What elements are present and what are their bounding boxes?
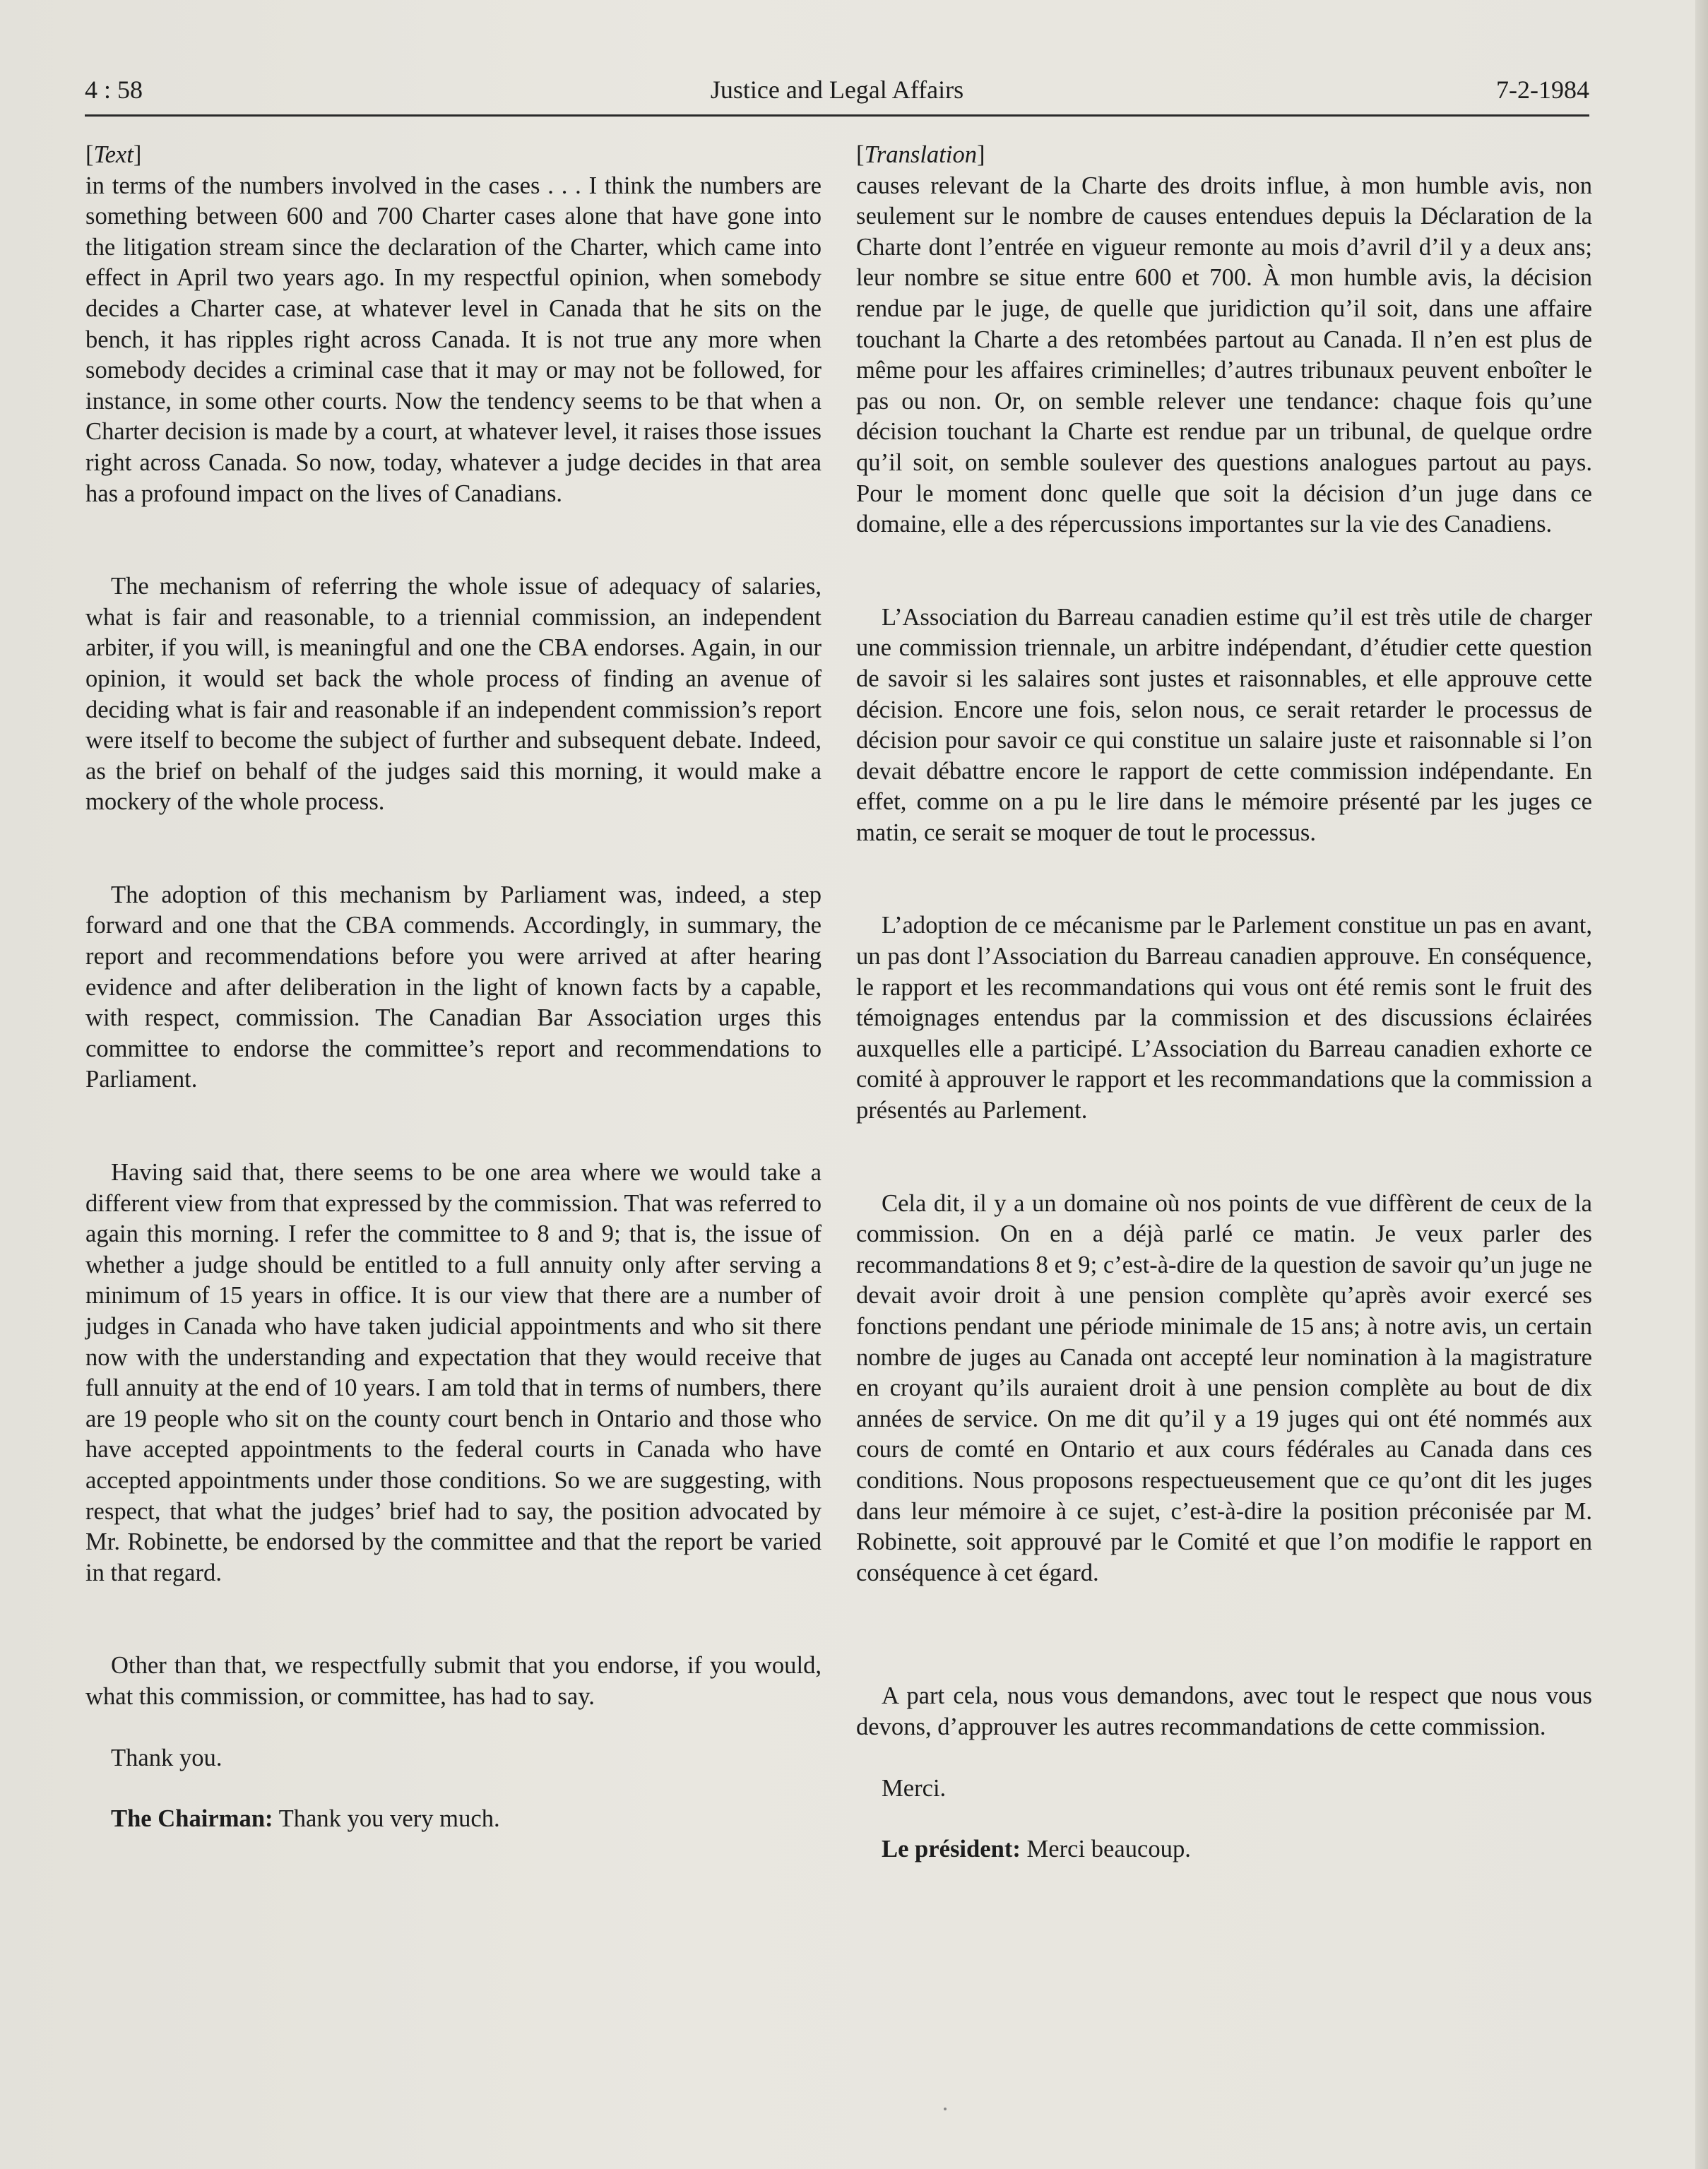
speaker-text: Thank you very much. [278, 1805, 500, 1833]
running-header [85, 71, 1589, 117]
publication-title: Justice and Legal Affairs [710, 76, 964, 104]
column-label-text: Translation [864, 141, 978, 168]
paragraph: L’adoption de ce mécanisme par le Parlement constitue un pas en avant, un pas dont l’Association du Barreau canadien approuve. En conséquence, le rapport et les recommandations qui vous ont été remis sont le fruit des témoignages entendus par la commission et des discussions éclairées auxquelles elle a participé. L’Association du Barreau canadien exhorte ce comité à approuver le rapport et les recommandations que la commission a présentés au Parlement. [856, 912, 1592, 1124]
speaker-name: Le président: [882, 1836, 1021, 1863]
english-column [85, 140, 822, 1835]
paragraph: Cela dit, il y a un domaine où nos points de vue diffèrent de ceux de la commission. On en a déjà parlé ce matin. Je veux parler des recommandations 8 et 9; c’est-à-dire de la question de savoir qu’un juge ne devait avoir droit à une pension complète qu’après avoir exercé ses fonctions pendant une période minimale de 15 ans; à notre avis, un certain nombre de juges au Canada ont accepté leur nomination à la magistrature en croyant qu’ils auraient droit à une pension complète au bout de dix années de service. On me dit qu’il y a 19 juges qui ont été nommés aux cours de comté en Ontario et aux cours fédérales au Canada dans ces conditions. Nous proposons respectueusement que ce qu’ont dit les juges dans leur mémoire à ce sujet, c’est-à-dire la position préconisée par M. Robinette, soit approuvé par le Comité et que l’on modifie le rapport en conséquence à cet égard. [856, 1189, 1592, 1586]
paragraph: Other than that, we respectfully submit that you endorse, if you would, what this commission, or committee, has had to say. [85, 1652, 822, 1710]
chairman-remark [856, 1834, 1592, 1865]
speaker-name: The Chairman: [111, 1805, 273, 1833]
sitting-date: 7-2-1984 [1496, 76, 1589, 104]
column-label-text: Text [93, 141, 134, 168]
column-label: [Translation] [856, 141, 985, 168]
paragraph: L’Association du Barreau canadien estime qu’il est très utile de charger une commission triennale, un arbitre indépendant, d’étudier cette question de savoir si les salaires sont justes et raisonnables, et elle approuve cette décision. Encore une fois, selon nous, ce serait retarder le processus de décision pour savoir ce qui constitue un salaire juste et raisonnable si l’on devait débattre encore le rapport de cette commission indépendante. En effet, comme on a pu le lire dans le mémoire présenté par les juges ce matin, ce serait se moquer de tout le processus. [856, 603, 1592, 846]
chairman-remark [85, 1804, 822, 1835]
thanks-line: Merci. [882, 1774, 947, 1802]
thanks-line: Thank you. [111, 1744, 223, 1771]
column-label: [Text] [85, 141, 142, 168]
paragraph: in terms of the numbers involved in the cases . . . I think the numbers are something between 600 and 700 Charter cases alone that have gone into the litigation stream since the declaration of the Charter, which came into effect in April two years ago. In my respectful opinion, when somebody decides a Charter case, at whatever level in Canada that he sits on the bench, it has ripples right across Canada. It is not true any more when somebody decides a criminal case that it may or may not be followed, for instance, in some other courts. Now the tendency seems to be that when a Charter decision is made by a court, at whatever level, it raises those issues right across Canada. So now, today, whatever a judge decides in that area has a profound impact on the lives of Canadians. [85, 172, 822, 507]
paragraph: The adoption of this mechanism by Parliament was, indeed, a step forward and one that the CBA commends. Accordingly, in summary, the report and recommendations before you were arrived at after hearing evidence and after deliberation in the light of known facts by a capable, with respect, commission. The Canadian Bar Association urges this committee to endorse the committee’s report and recommendations to Parliament. [85, 881, 822, 1093]
page-number: 4 : 58 [85, 76, 143, 104]
paragraph: Having said that, there seems to be one area where we would take a different view from that expressed by the commission. That was referred to again this morning. I refer the committee to 8 and 9; that is, the issue of whether a judge should be entitled to a full annuity only after serving a minimum of 15 years in office. It is our view that there are a number of judges in Canada who have taken judicial appointments and who sit there now with the understanding and expectation that they would receive that full annuity at the end of 10 years. I am told that in terms of numbers, there are 19 people who sit on the county court bench in Ontario and those who have accepted appointments to the federal courts in Canada who have accepted appointments under those conditions. So we are suggesting, with respect, that what the judges’ brief had to say, the position advocated by Mr. Robinette, be endorsed by the committee and that the report be varied in that regard. [85, 1159, 822, 1586]
paragraph: A part cela, nous vous demandons, avec tout le respect que nous vous devons, d’approuver les autres recommandations de cette commission. [856, 1682, 1592, 1740]
speaker-text: Merci beaucoup. [1026, 1836, 1191, 1863]
french-column [856, 140, 1592, 1865]
paragraph: The mechanism of referring the whole issue of adequacy of salaries, what is fair and reasonable, to a triennial commission, an independent arbiter, if you will, is meaningful and one the CBA endorses. Again, in our opinion, it would set back the whole process of finding an avenue of deciding what is fair and reasonable if an independent commission’s report were itself to become the subject of further and subsequent debate. Indeed, as the brief on behalf of the judges said this morning, it would make a mockery of the whole process. [85, 573, 822, 816]
paragraph: causes relevant de la Charte des droits influe, à mon humble avis, non seulement sur le nombre de causes entendues depuis la Déclaration de la Charte dont l’entrée en vigueur remonte au mois d’avril d’il y a deux ans; leur nombre se situe entre 600 et 700. À mon humble avis, la décision rendue par le juge, de quelle que juridiction qu’il soit, dans une affaire touchant la Charte a des retombées partout au Canada. Il n’en est plus de même pour les affaires criminelles; d’autres tribunaux peuvent enboîter le pas ou non. Or, on semble relever une tendance: chaque fois qu’une décision touchant la Charte est rendue par un tribunal, de quelque ordre qu’il soit, on semble soulever des questions analogues partout au pays. Pour le moment donc quelle que soit la décision d’un juge dans ce domaine, elle a des répercussions importantes sur la vie des Canadiens. [856, 172, 1592, 538]
page-speck [944, 2108, 947, 2110]
page-edge [1695, 0, 1708, 2169]
